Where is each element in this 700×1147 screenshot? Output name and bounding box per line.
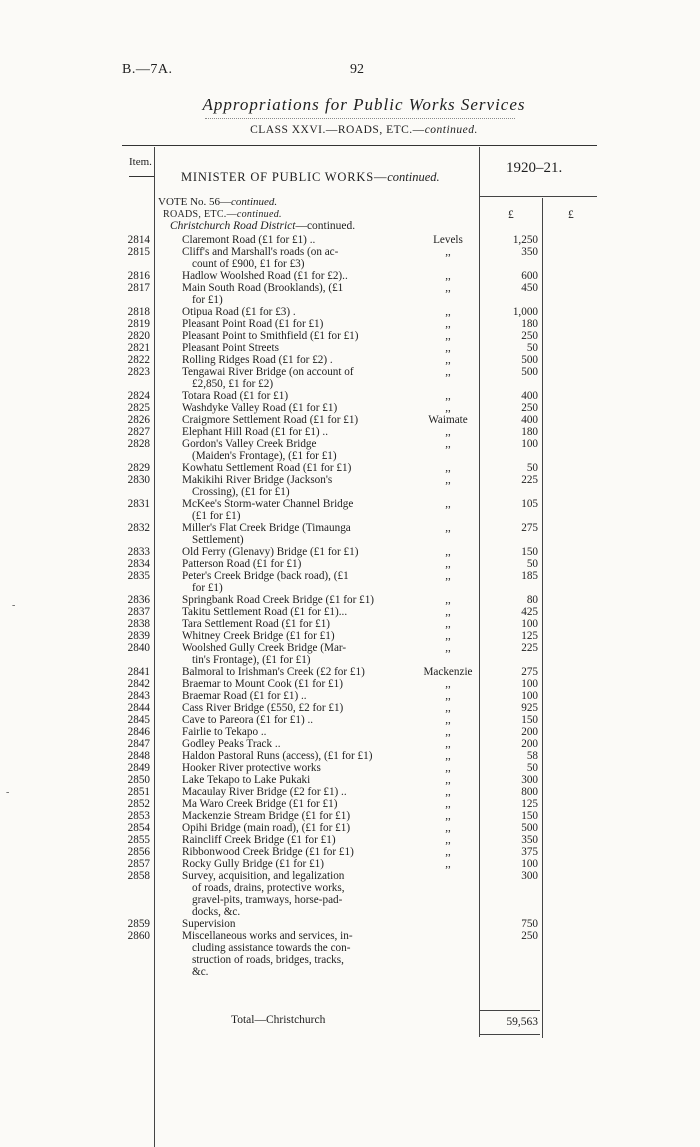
amount: 58 (526, 750, 538, 762)
district-name: ,, (445, 678, 451, 690)
district-name: ,, (445, 690, 451, 702)
total-rule-bottom (480, 1034, 540, 1035)
item-description-continued: struction of roads, bridges, tracks, (192, 954, 344, 966)
district-name: ,, (445, 474, 451, 486)
table-row (0, 546, 700, 558)
district-name: ,, (445, 606, 451, 618)
item-number: 2849 (127, 762, 150, 774)
amount: 300 (521, 774, 538, 786)
item-number: 2855 (127, 834, 150, 846)
table-row (0, 690, 700, 702)
amount: 125 (521, 798, 538, 810)
table-row (0, 402, 700, 414)
amount: 400 (521, 390, 538, 402)
roads-heading-cont: continued. (236, 209, 282, 220)
currency-symbol-2: £ (568, 209, 574, 221)
item-description: Craigmore Settlement Road (£1 for £1) (182, 414, 359, 426)
district-name: ,, (445, 438, 451, 450)
item-description: Balmoral to Irishman's Creek (£2 for £1) (182, 666, 365, 678)
table-row (0, 606, 700, 618)
total-value: 59,563 (506, 1016, 538, 1028)
table-row (0, 678, 700, 690)
item-number: 2838 (127, 618, 150, 630)
amount: 50 (526, 462, 538, 474)
amount: 185 (521, 570, 538, 582)
amount: 50 (526, 342, 538, 354)
item-number: 2843 (127, 690, 150, 702)
district-name: ,, (445, 774, 451, 786)
item-number: 2818 (127, 306, 150, 318)
district-name: ,, (445, 282, 451, 294)
district-name: Mackenzie (423, 666, 473, 678)
amount: 350 (521, 834, 538, 846)
item-description: Hooker River protective works (182, 762, 321, 774)
table-row (0, 702, 700, 714)
item-description-continued: docks, &c. (192, 906, 241, 918)
amount: 425 (521, 606, 538, 618)
amount: 300 (521, 870, 538, 882)
item-number: 2833 (127, 546, 150, 558)
district-name: ,, (445, 558, 451, 570)
item-number: 2860 (127, 930, 150, 942)
amount: 150 (521, 546, 538, 558)
table-row (0, 762, 700, 774)
item-description: Hadlow Woolshed Road (£1 for £2).. (182, 270, 348, 282)
item-number: 2829 (127, 462, 150, 474)
class-subtitle (0, 124, 700, 136)
item-number: 2844 (127, 702, 150, 714)
item-description: Haldon Pastoral Runs (access), (£1 for £1) (182, 750, 373, 762)
amount: 275 (521, 522, 538, 534)
amount: 450 (521, 282, 538, 294)
item-description-continued: for £1) (192, 294, 223, 306)
item-number: 2858 (127, 870, 150, 882)
table-row (0, 558, 700, 570)
item-description: Otipua Road (£1 for £3) . (182, 306, 296, 318)
amount: 150 (521, 810, 538, 822)
amount: 600 (521, 270, 538, 282)
table-row (0, 282, 700, 306)
amount: 100 (521, 858, 538, 870)
table-row (0, 270, 700, 282)
amount: 250 (521, 930, 538, 942)
amount: 500 (521, 822, 538, 834)
item-description: Fairlie to Tekapo .. (182, 726, 267, 738)
item-number: 2847 (127, 738, 150, 750)
amount: 400 (521, 414, 538, 426)
table-row (0, 498, 700, 522)
district-name: ,, (445, 630, 451, 642)
district-name: ,, (445, 498, 451, 510)
table-row (0, 414, 700, 426)
item-description: Tengawai River Bridge (on account of (182, 366, 354, 378)
table-row (0, 318, 700, 330)
item-description: Miscellaneous works and services, in- (182, 930, 353, 942)
amount: 200 (521, 738, 538, 750)
item-number: 2815 (127, 246, 150, 258)
district-name: ,, (445, 750, 451, 762)
district-heading-main: Christchurch Road District (170, 220, 296, 232)
table-row (0, 462, 700, 474)
item-number: 2817 (127, 282, 150, 294)
item-number: 2837 (127, 606, 150, 618)
roads-heading-main: ROADS, ETC.— (163, 209, 237, 220)
amount: 225 (521, 642, 538, 654)
amount: 250 (521, 330, 538, 342)
district-heading-cont: —continued. (295, 220, 356, 232)
amount: 925 (521, 702, 538, 714)
item-number: 2819 (127, 318, 150, 330)
table-row (0, 366, 700, 390)
amount: 275 (521, 666, 538, 678)
table-row (0, 246, 700, 270)
table-row (0, 666, 700, 678)
item-number: 2814 (127, 234, 150, 246)
item-number: 2854 (127, 822, 150, 834)
district-name: ,, (445, 642, 451, 654)
table-row (0, 522, 700, 546)
item-description-continued: tin's Frontage), (£1 for £1) (192, 654, 311, 666)
item-number: 2857 (127, 858, 150, 870)
table-row (0, 750, 700, 762)
item-number: 2852 (127, 798, 150, 810)
item-description: Macaulay River Bridge (£2 for £1) .. (182, 786, 347, 798)
table-row (0, 426, 700, 438)
item-description: Patterson Road (£1 for £1) (182, 558, 302, 570)
district-name: ,, (445, 342, 451, 354)
district-name: ,, (445, 810, 451, 822)
amount: 1,000 (512, 306, 538, 318)
vote-heading-cont: continued. (231, 196, 278, 208)
amount: 350 (521, 246, 538, 258)
item-description: Supervision (182, 918, 236, 930)
district-name: Waimate (428, 414, 468, 426)
item-number: 2822 (127, 354, 150, 366)
item-description: Opihi Bridge (main road), (£1 for £1) (182, 822, 351, 834)
amount: 1,250 (512, 234, 538, 246)
total-label: Total—Christchurch (231, 1014, 326, 1026)
district-name: ,, (445, 858, 451, 870)
district-name: ,, (445, 354, 451, 366)
item-number: 2830 (127, 474, 150, 486)
item-number: 2836 (127, 594, 150, 606)
class-subtitle-cont: continued. (424, 124, 478, 136)
district-name: ,, (445, 798, 451, 810)
item-description: Pleasant Point Streets (182, 342, 279, 354)
district-name: ,, (445, 426, 451, 438)
item-description: Ribbonwood Creek Bridge (£1 for £1) (182, 846, 354, 858)
amount: 800 (521, 786, 538, 798)
district-name: ,, (445, 714, 451, 726)
table-row (0, 930, 700, 978)
amount: 200 (521, 726, 538, 738)
item-description: Braemar Road (£1 for £1) .. (182, 690, 307, 702)
item-description: Takitu Settlement Road (£1 for £1)... (182, 606, 348, 618)
table-row (0, 858, 700, 870)
district-name: ,, (445, 306, 451, 318)
total-rule-top (480, 1010, 540, 1011)
amount: 750 (521, 918, 538, 930)
item-number: 2845 (127, 714, 150, 726)
table-row (0, 738, 700, 750)
item-number: 2850 (127, 774, 150, 786)
item-description: Ma Waro Creek Bridge (£1 for £1) (182, 798, 338, 810)
table-row (0, 594, 700, 606)
item-description-continued: (Maiden's Frontage), (£1 for £1) (192, 450, 337, 462)
table-row (0, 234, 700, 246)
table-row (0, 354, 700, 366)
item-description: Cliff's and Marshall's roads (on ac- (182, 246, 339, 258)
district-heading (170, 220, 355, 232)
table-row (0, 786, 700, 798)
amount: 50 (526, 558, 538, 570)
item-description: Cass River Bridge (£550, £2 for £1) (182, 702, 344, 714)
item-number: 2842 (127, 678, 150, 690)
item-description: Woolshed Gully Creek Bridge (Mar- (182, 642, 347, 654)
district-name: ,, (445, 594, 451, 606)
item-description: Godley Peaks Track .. (182, 738, 281, 750)
amount: 100 (521, 678, 538, 690)
item-description: Cave to Pareora (£1 for £1) .. (182, 714, 314, 726)
page-title: Appropriations for Public Works Services (202, 95, 526, 114)
amount: 180 (521, 318, 538, 330)
district-name: ,, (445, 834, 451, 846)
item-description: Survey, acquisition, and legalization (182, 870, 345, 882)
item-description: Peter's Creek Bridge (back road), (£1 (182, 570, 349, 582)
district-name: ,, (445, 618, 451, 630)
table-row (0, 918, 700, 930)
item-number: 2824 (127, 390, 150, 402)
item-description: Rolling Ridges Road (£1 for £2) . (182, 354, 333, 366)
item-number: 2851 (127, 786, 150, 798)
table-top-rule (122, 145, 597, 146)
item-description-continued: (£1 for £1) (192, 510, 241, 522)
district-name: ,, (445, 822, 451, 834)
table-row (0, 630, 700, 642)
item-number: 2831 (127, 498, 150, 510)
table-row (0, 870, 700, 918)
amount: 125 (521, 630, 538, 642)
item-description-continued: count of £900, £1 for £3) (192, 258, 305, 270)
item-description-continued: for £1) (192, 582, 223, 594)
item-description: McKee's Storm-water Channel Bridge (182, 498, 354, 510)
item-description: Elephant Hill Road (£1 for £1) .. (182, 426, 329, 438)
table-row (0, 438, 700, 462)
table-row (0, 774, 700, 786)
item-description-continued: cluding assistance towards the con- (192, 942, 351, 954)
item-description: Pleasant Point Road (£1 for £1) (182, 318, 324, 330)
item-column-header: Item. (129, 156, 152, 168)
amount: 180 (521, 426, 538, 438)
district-name: ,, (445, 366, 451, 378)
district-name: ,, (445, 462, 451, 474)
table-row (0, 846, 700, 858)
district-name: ,, (445, 762, 451, 774)
item-description-continued: gravel-pits, tramways, horse-pad- (192, 894, 343, 906)
item-description-continued: of roads, drains, protective works, (192, 882, 345, 894)
item-number: 2828 (127, 438, 150, 450)
table-row (0, 306, 700, 318)
minister-heading-cont: continued. (387, 170, 440, 184)
item-description: Totara Road (£1 for £1) (182, 390, 289, 402)
item-number: 2823 (127, 366, 150, 378)
item-description: Old Ferry (Glenavy) Bridge (£1 for £1) (182, 546, 359, 558)
district-name: ,, (445, 522, 451, 534)
item-number: 2839 (127, 630, 150, 642)
district-name: ,, (445, 246, 451, 258)
item-description: Washdyke Valley Road (£1 for £1) (182, 402, 338, 414)
item-description: Mackenzie Stream Bridge (£1 for £1) (182, 810, 351, 822)
item-description-continued: &c. (192, 966, 209, 978)
amount: 500 (521, 354, 538, 366)
item-description: Makikihi River Bridge (Jackson's (182, 474, 333, 486)
district-name: ,, (445, 846, 451, 858)
item-description: Tara Settlement Road (£1 for £1) (182, 618, 331, 630)
item-description: Raincliff Creek Bridge (£1 for £1) (182, 834, 336, 846)
margin-mark: ‐ (6, 787, 10, 798)
item-number: 2835 (127, 570, 150, 582)
item-description: Pleasant Point to Smithfield (£1 for £1) (182, 330, 359, 342)
district-name: ,, (445, 270, 451, 282)
year-header-rule (480, 196, 597, 197)
district-name: ,, (445, 570, 451, 582)
item-number: 2840 (127, 642, 150, 654)
amount: 50 (526, 762, 538, 774)
table-row (0, 822, 700, 834)
table-row (0, 570, 700, 594)
item-number: 2841 (127, 666, 150, 678)
item-description: Braemar to Mount Cook (£1 for £1) (182, 678, 343, 690)
item-number: 2832 (127, 522, 150, 534)
table-row (0, 798, 700, 810)
table-row (0, 810, 700, 822)
amount: 250 (521, 402, 538, 414)
table-row (0, 618, 700, 630)
item-description: Whitney Creek Bridge (£1 for £1) (182, 630, 335, 642)
item-number: 2821 (127, 342, 150, 354)
district-name: ,, (445, 726, 451, 738)
item-number: 2856 (127, 846, 150, 858)
roads-heading (163, 209, 282, 220)
vote-heading-main: VOTE No. 56— (158, 196, 232, 208)
amount: 100 (521, 690, 538, 702)
item-description-continued: Crossing), (£1 for £1) (192, 486, 290, 498)
amount: 100 (521, 438, 538, 450)
item-number: 2846 (127, 726, 150, 738)
district-name: Levels (433, 234, 463, 246)
table-row (0, 834, 700, 846)
district-name: ,, (445, 786, 451, 798)
table-row (0, 642, 700, 666)
item-number: 2825 (127, 402, 150, 414)
margin-mark: ‐ (12, 600, 16, 611)
item-description: Kowhatu Settlement Road (£1 for £1) (182, 462, 352, 474)
item-description: Main South Road (Brooklands), (£1 (182, 282, 344, 294)
vote-heading (158, 196, 277, 208)
table-row (0, 474, 700, 498)
item-number: 2827 (127, 426, 150, 438)
district-name: ,, (445, 738, 451, 750)
table-row (0, 726, 700, 738)
district-name: ,, (445, 546, 451, 558)
amount: 375 (521, 846, 538, 858)
item-description-continued: Settlement) (192, 534, 244, 546)
class-subtitle-main: CLASS XXVI.—ROADS, ETC.— (250, 124, 425, 136)
document-code: B.—7A. (122, 62, 173, 77)
amount: 100 (521, 618, 538, 630)
district-name: ,, (445, 318, 451, 330)
table-row (0, 342, 700, 354)
table-row (0, 390, 700, 402)
item-header-rule (129, 176, 154, 177)
item-description: Claremont Road (£1 for £1) .. (182, 234, 316, 246)
minister-heading-main: MINISTER OF PUBLIC WORKS— (181, 170, 388, 184)
item-description: Lake Tekapo to Lake Pukaki (182, 774, 311, 786)
item-number: 2848 (127, 750, 150, 762)
item-number: 2826 (127, 414, 150, 426)
district-name: ,, (445, 330, 451, 342)
district-name: ,, (445, 402, 451, 414)
district-name: ,, (445, 390, 451, 402)
title-divider (205, 118, 515, 119)
item-number: 2859 (127, 918, 150, 930)
minister-heading (181, 170, 440, 185)
currency-symbol-1: £ (508, 209, 514, 221)
amount: 500 (521, 366, 538, 378)
page-number: 92 (350, 62, 364, 77)
amount: 150 (521, 714, 538, 726)
table-row (0, 714, 700, 726)
item-number: 2820 (127, 330, 150, 342)
amount: 225 (521, 474, 538, 486)
item-number: 2816 (127, 270, 150, 282)
year-column-header: 1920–21. (506, 160, 563, 176)
item-number: 2853 (127, 810, 150, 822)
amount: 105 (521, 498, 538, 510)
item-number: 2834 (127, 558, 150, 570)
district-name: ,, (445, 702, 451, 714)
appropriation-rows (0, 234, 700, 978)
table-row (0, 330, 700, 342)
item-description-continued: £2,850, £1 for £2) (192, 378, 274, 390)
amount: 80 (526, 594, 538, 606)
item-description: Miller's Flat Creek Bridge (Timaunga (182, 522, 351, 534)
item-description: Rocky Gully Bridge (£1 for £1) (182, 858, 324, 870)
item-description: Gordon's Valley Creek Bridge (182, 438, 317, 450)
item-description: Springbank Road Creek Bridge (£1 for £1) (182, 594, 375, 606)
